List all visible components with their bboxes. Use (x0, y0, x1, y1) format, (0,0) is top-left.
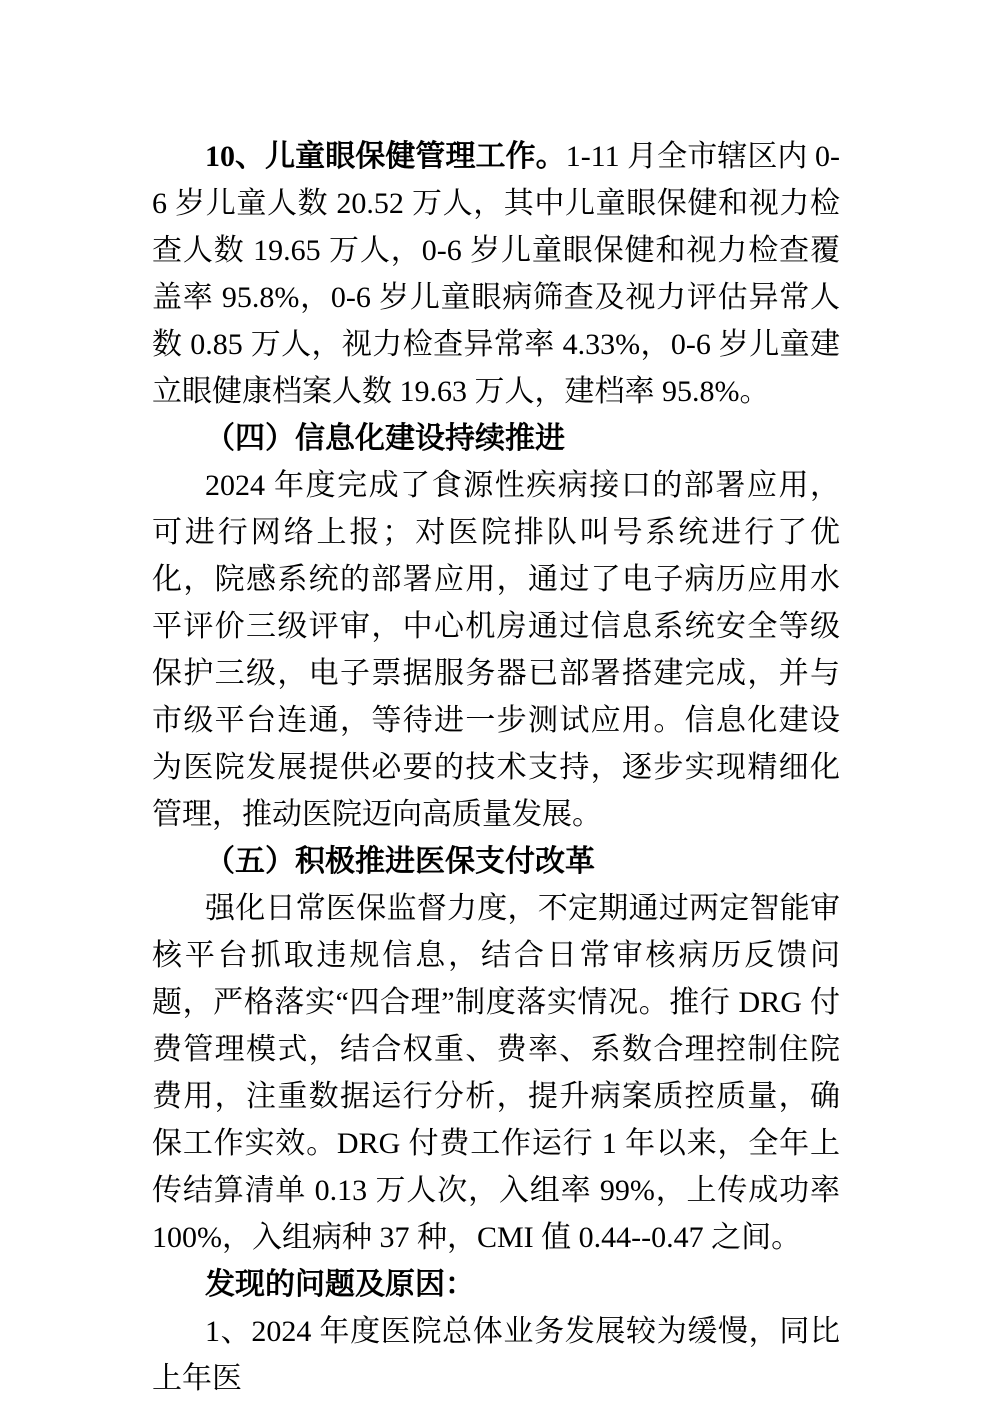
section-heading: 发现的问题及原因： (205, 1268, 475, 1301)
paragraph-text: 1-11 月全市辖区内 0-6 岁儿童人数 20.52 万人，其中儿童眼保健和视力检查人数 19.65 万人，0-6 岁儿童眼保健和视力检查覆盖率 95.8%，0-6 岁儿童眼病筛查及视力评估异常人数 0.85 万人，视力检查异常率 4.33%，0-6 岁儿童建立眼健康档案人数 19.63 万人，建档率 95.8%。 (152, 140, 841, 408)
section-heading: （五）积极推进医保支付改革 (205, 845, 595, 878)
body-paragraph: 2024 年度完成了食源性疾病接口的部署应用，可进行网络上报；对医院排队叫号系统进行了优化，院感系统的部署应用，通过了电子病历应用水平评价三级评审，中心机房通过信息系统安全等级保护三级，电子票据服务器已部署搭建完成，并与市级平台连通，等待进一步测试应用。信息化建设为医院发展提供必要的技术支持，逐步实现精细化管理，推动医院迈向高质量发展。 (152, 469, 840, 831)
body-paragraph: 1、2024 年度医院总体业务发展较为缓慢，同比上年医 (152, 1315, 840, 1395)
body-paragraph: 强化日常医保监督力度，不定期通过两定智能审核平台抓取违规信息，结合日常审核病历反馈问题，严格落实“四合理”制度落实情况。推行 DRG 付费管理模式，结合权重、费率、系数合理控制住院费用，注重数据运行分析，提升病案质控质量，确保工作实效。DRG 付费工作运行 1 年以来，全年上传结算清单 0.13 万人次，入组率 99%，上传成功率 100%，入组病种 37 种，CMI 值 0.44--0.47 之间。 (152, 892, 840, 1254)
paragraph-bold-lead: 10、儿童眼保健管理工作。 (205, 140, 566, 173)
section-heading: （四）信息化建设持续推进 (205, 422, 565, 455)
document-body (152, 133, 840, 1402)
body-paragraph (152, 133, 840, 415)
